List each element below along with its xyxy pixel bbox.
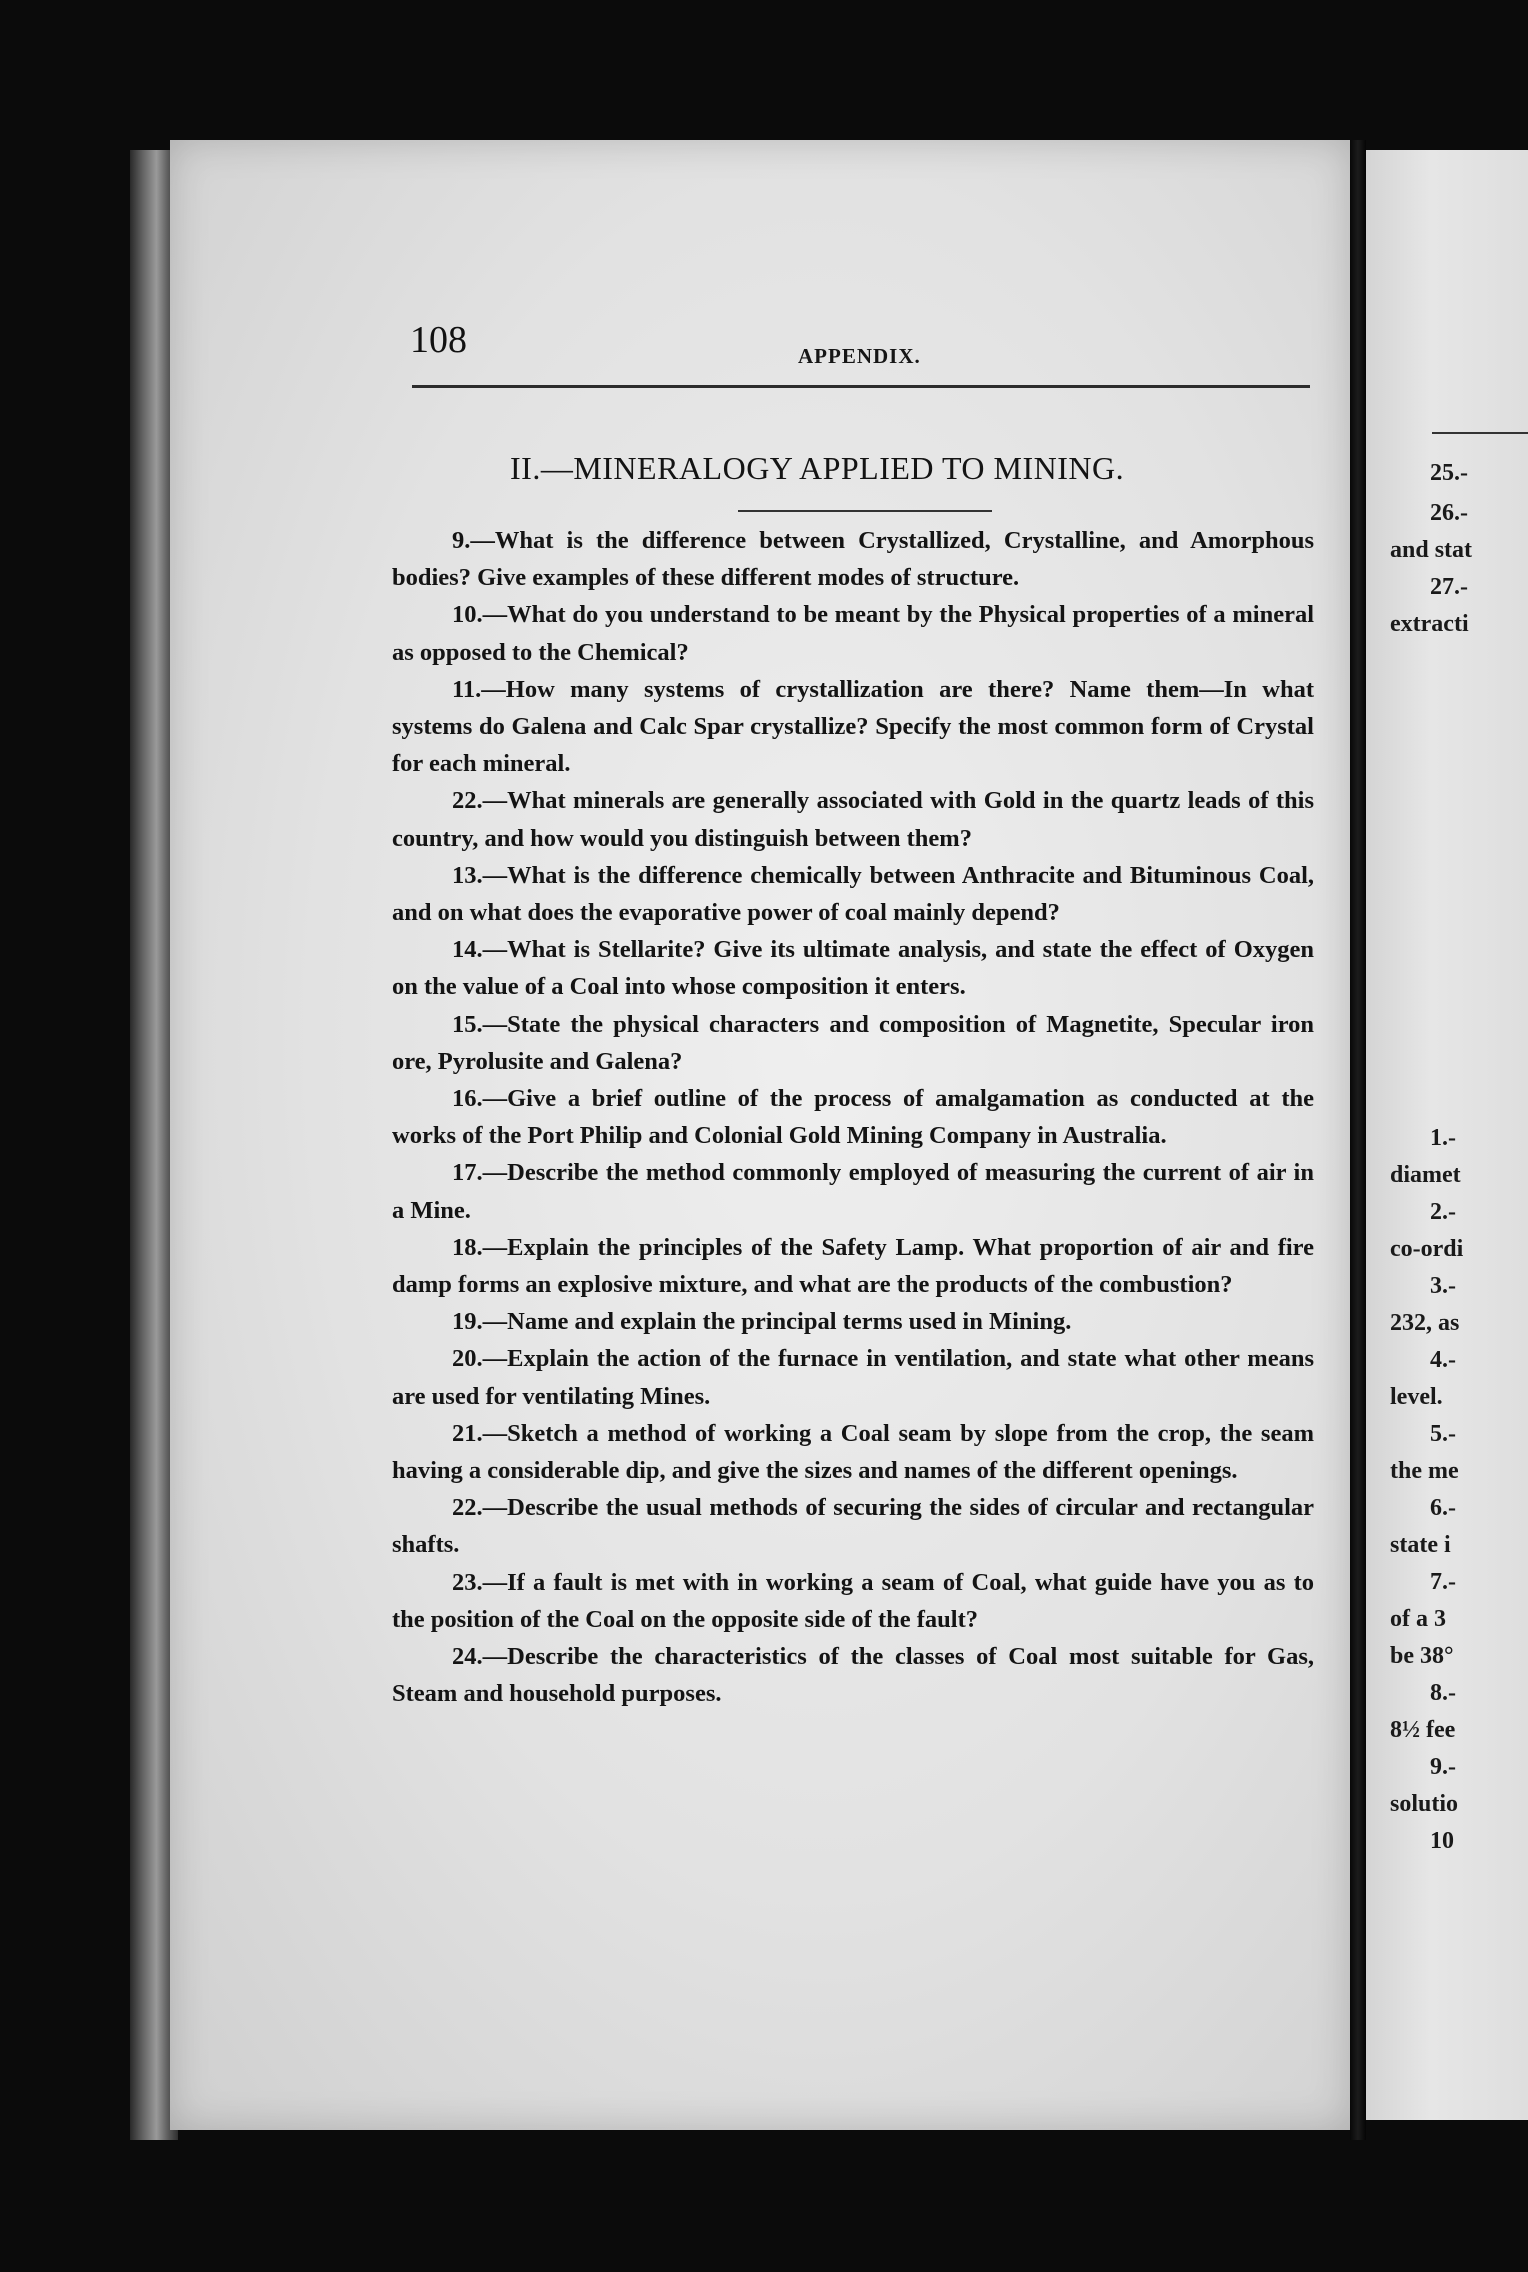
- question-22b: 22.—Describe the usual methods of securing the sides of circular and rectangular shafts.: [392, 1494, 1314, 1559]
- question-16: 16.—Give a brief outline of the process of amalgamation as conducted at the works of the Port Philip and Colonial Gold Mining Company in Australia.: [392, 1085, 1314, 1150]
- facing-line: 2.-: [1430, 1199, 1456, 1225]
- facing-line: 7.-: [1430, 1569, 1456, 1595]
- facing-line: 9.-: [1430, 1754, 1456, 1780]
- facing-line: 8½ fee: [1390, 1717, 1456, 1743]
- facing-line: of a 3: [1390, 1606, 1446, 1632]
- page-divider: [1350, 140, 1366, 2140]
- question-15: 15.—State the physical characters and composition of Magnetite, Specular iron ore, Pyrolusite and Galena?: [392, 1010, 1314, 1075]
- question-17: 17.—Describe the method commonly employed of measuring the current of air in a Mine.: [392, 1159, 1314, 1224]
- question-19: 19.—Name and explain the principal terms used in Mining.: [452, 1308, 1072, 1336]
- question-20: 20.—Explain the action of the furnace in ventilation, and state what other means are used for ventilating Mines.: [392, 1345, 1314, 1410]
- question-list: [392, 522, 1314, 1713]
- facing-line: solutio: [1390, 1791, 1459, 1817]
- question-11: 11.—How many systems of crystallization are there? Name them—In what systems do Galena and Calc Spar crystallize? Specify the most common form of Crystal for each mineral.: [392, 675, 1314, 778]
- question-10: 10.—What do you understand to be meant by the Physical properties of a mineral as opposed to the Chemical?: [392, 601, 1314, 666]
- question-9: 9.—What is the difference between Crystallized, Crystalline, and Amorphous bodies? Give examples of these different modes of structure.: [392, 527, 1314, 592]
- question-14: 14.—What is Stellarite? Give its ultimate analysis, and state the effect of Oxygen on the value of a Coal into whose composition it enters.: [392, 936, 1314, 1001]
- facing-line: 27.-: [1430, 574, 1468, 600]
- header-rule: [412, 385, 1310, 388]
- facing-line: 232, as: [1390, 1310, 1460, 1336]
- facing-line: and stat: [1390, 537, 1473, 563]
- facing-line: 10: [1430, 1828, 1454, 1854]
- facing-line: 6.-: [1430, 1495, 1456, 1521]
- facing-line: 25.-: [1430, 460, 1468, 486]
- facing-line: diamet: [1390, 1162, 1461, 1188]
- question-18: 18.—Explain the principles of the Safety Lamp. What proportion of air and fire damp forms an explosive mixture, and what are the products of the combustion?: [392, 1233, 1314, 1299]
- running-head-title: APPENDIX.: [798, 344, 921, 368]
- question-21: 21.—Sketch a method of working a Coal seam by slope from the crop, the seam having a considerable dip, and give the sizes and names of the different openings.: [392, 1419, 1314, 1485]
- facing-line: the me: [1390, 1458, 1459, 1484]
- facing-line: 8.-: [1430, 1680, 1456, 1706]
- running-head: [410, 318, 1310, 368]
- question-22a: 22.—What minerals are generally associated with Gold in the quartz leads of this country, and how would you distinguish between them?: [392, 787, 1314, 852]
- facing-page-rule: [1432, 432, 1528, 434]
- question-24: 24.—Describe the characteristics of the classes of Coal most suitable for Gas, Steam and household purposes.: [392, 1643, 1314, 1708]
- question-23: 23.—If a fault is met with in working a seam of Coal, what guide have you as to the position of the Coal on the opposite side of the fault?: [392, 1568, 1314, 1633]
- facing-line: extracti: [1390, 611, 1469, 637]
- facing-line: be 38°: [1390, 1643, 1454, 1669]
- section-rule: [738, 510, 992, 512]
- question-13: 13.—What is the difference chemically between Anthracite and Bituminous Coal, and on what does the evaporative power of coal mainly depend?: [392, 861, 1314, 927]
- facing-line: 5.-: [1430, 1421, 1456, 1447]
- facing-line: 26.-: [1430, 500, 1468, 526]
- facing-line: 1.-: [1430, 1125, 1456, 1151]
- section-title: II.—MINERALOGY APPLIED TO MINING.: [510, 450, 1125, 486]
- facing-line: level.: [1390, 1384, 1443, 1410]
- facing-line: co-ordi: [1390, 1236, 1464, 1262]
- facing-line: 4.-: [1430, 1347, 1456, 1373]
- page-number: 108: [410, 319, 467, 361]
- facing-line: state i: [1390, 1532, 1451, 1558]
- facing-line: 3.-: [1430, 1273, 1456, 1299]
- facing-page-text: [1390, 460, 1528, 1860]
